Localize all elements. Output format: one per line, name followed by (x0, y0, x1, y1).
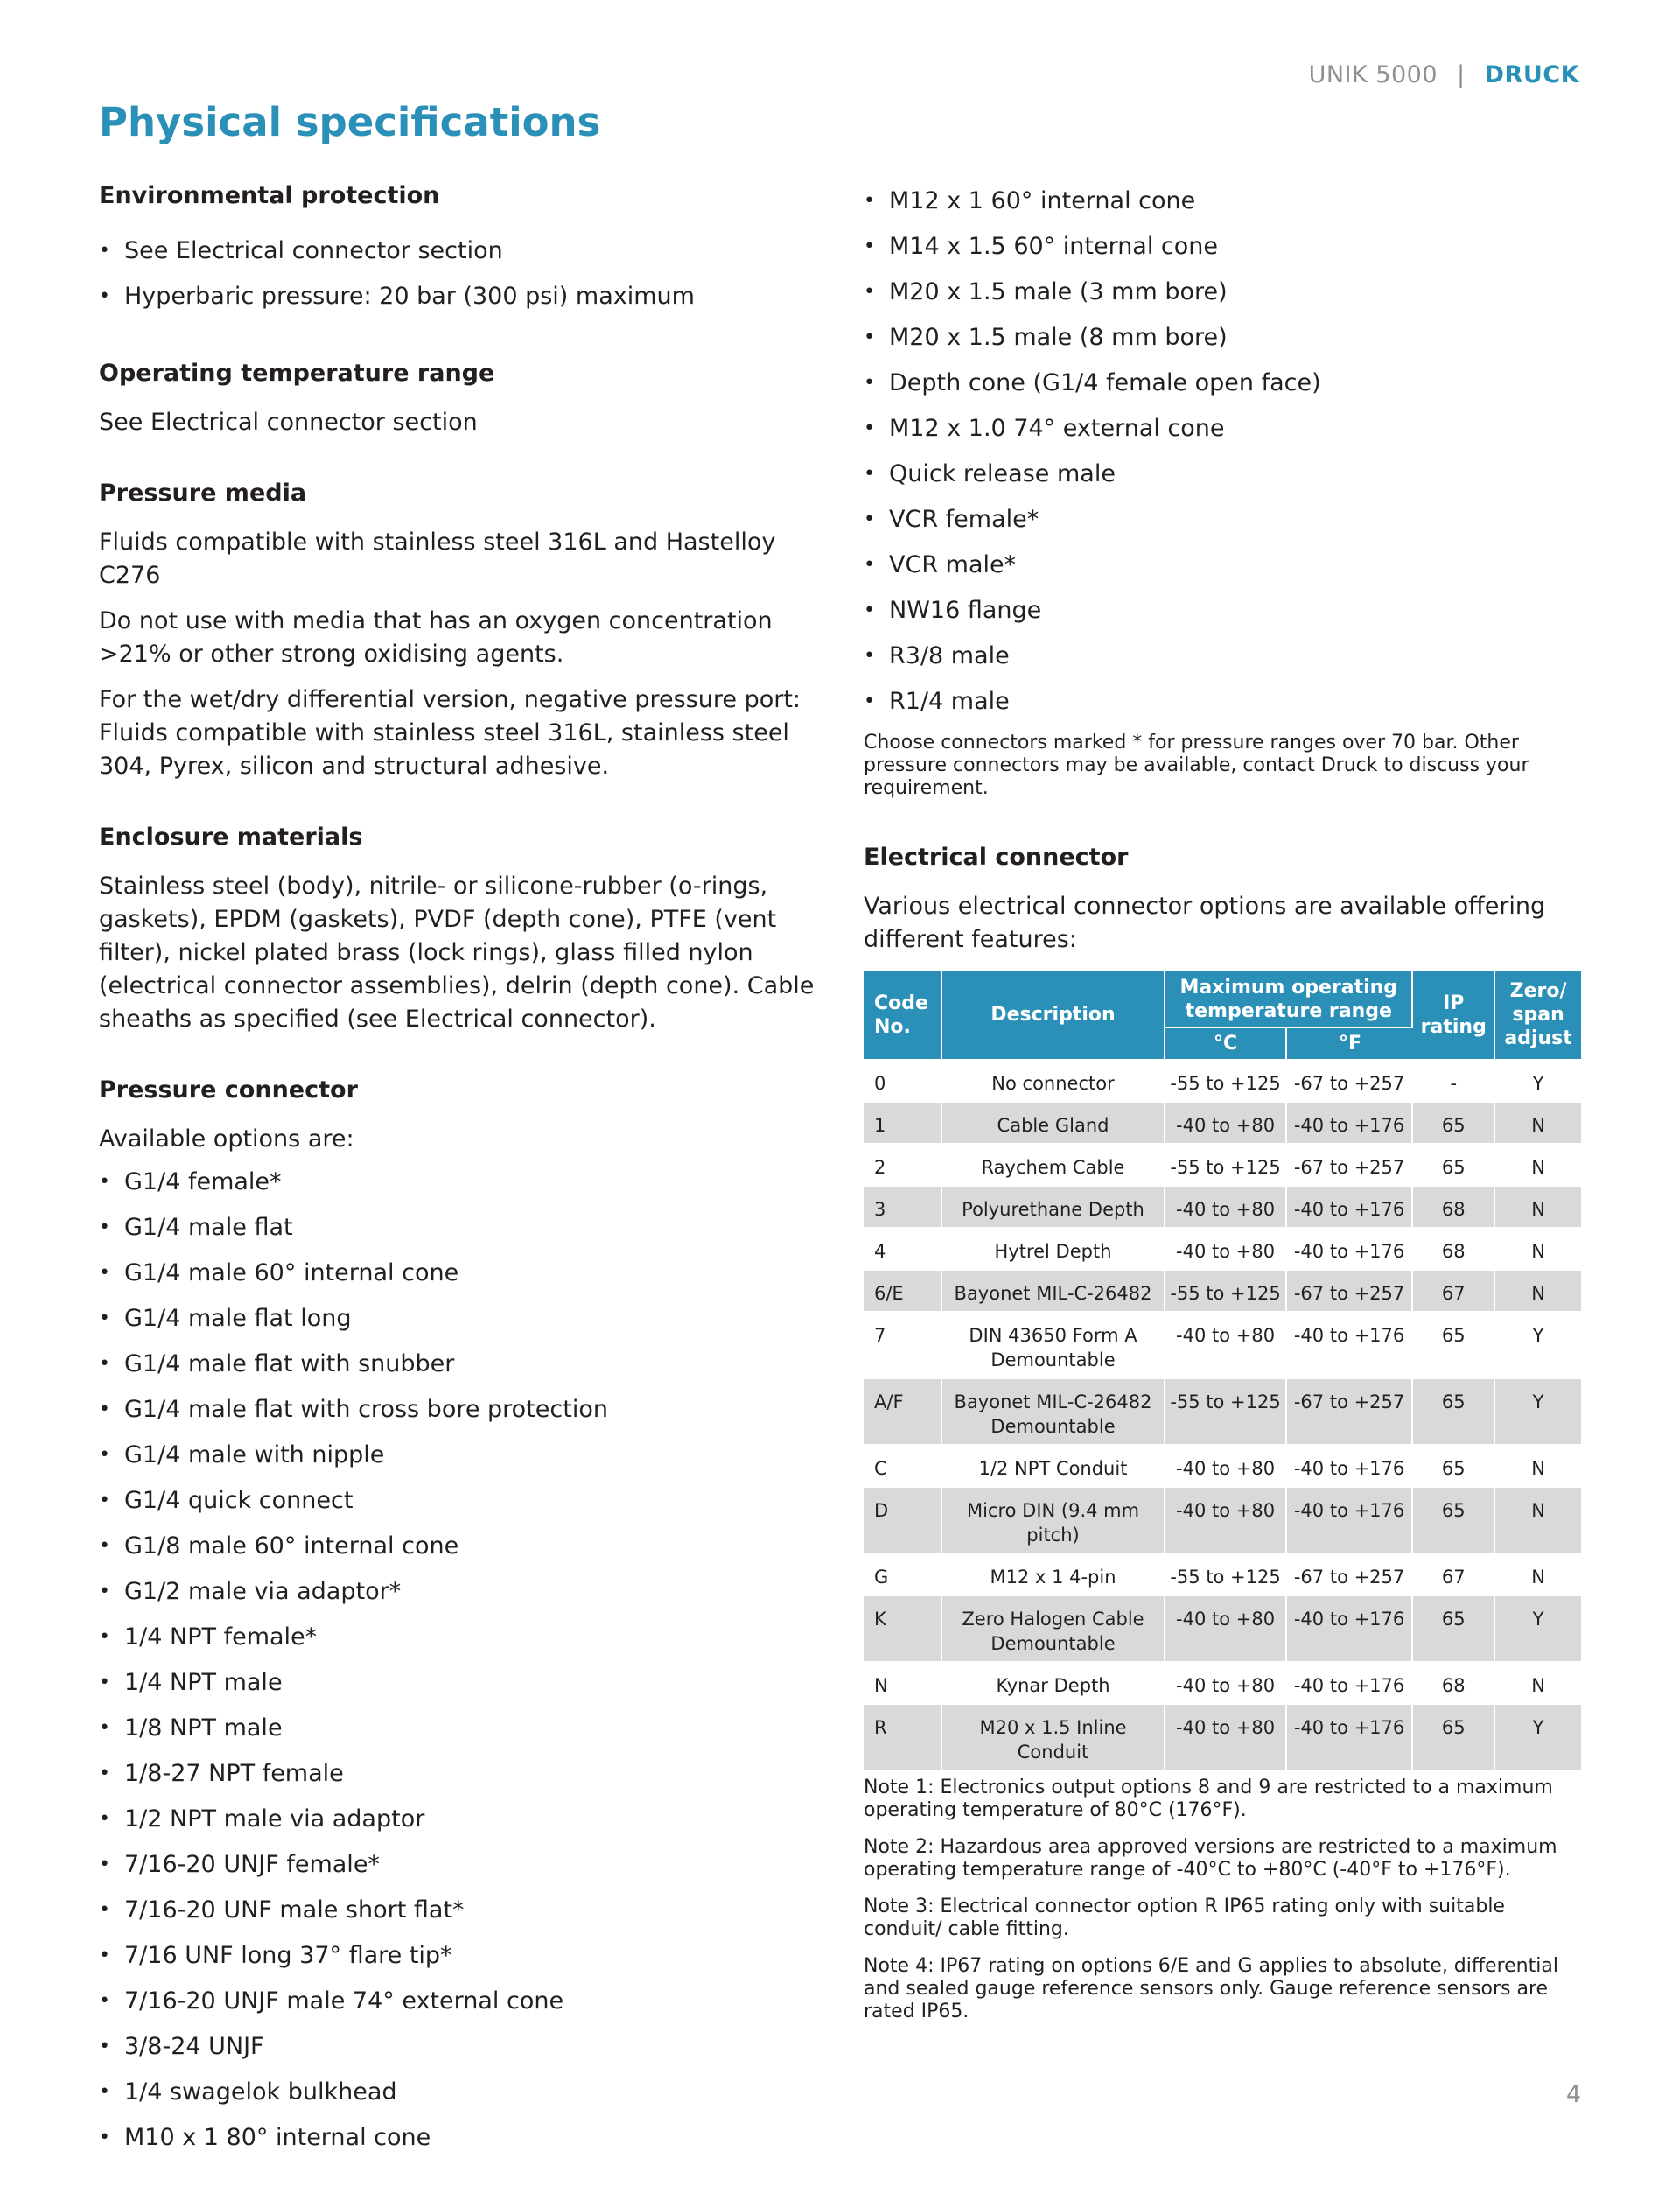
cell-celsius: -40 to +80 (1166, 1229, 1287, 1271)
note: Note 4: IP67 rating on options 6/E and G applies to absolute, differential and sealed gauge reference sensors only. Gauge reference sensors are rated IP65. (864, 1955, 1558, 2022)
cell-code: K (864, 1596, 942, 1663)
cell-fahrenheit: -67 to +257 (1287, 1271, 1413, 1313)
cell-ip-rating: 65 (1413, 1596, 1495, 1663)
table-row (864, 1145, 1581, 1187)
list-item: • 7/16-20 UNJF female* (99, 1842, 825, 1888)
paragraph: Fluids compatible with stainless steel 316L and Hastelloy C276 (99, 529, 776, 589)
section-intro: Available options are: (99, 1125, 354, 1153)
table-row (864, 1446, 1581, 1488)
cell-celsius: -40 to +80 (1166, 1663, 1287, 1705)
connector-note: Choose connectors marked * for pressure ranges over 70 bar. Other pressure connectors may be available, contact Druck to discuss your requirement. (864, 732, 1530, 799)
section-title: Enclosure materials (99, 824, 363, 851)
pressure-connector-section (99, 1076, 825, 2161)
list-item: • R3/8 male (864, 634, 1581, 679)
table-row (864, 1554, 1581, 1596)
section-title: Operating temperature range (99, 360, 495, 387)
cell-code: N (864, 1663, 942, 1705)
cell-fahrenheit: -67 to +257 (1287, 1554, 1413, 1596)
electrical-connector-table (864, 971, 1581, 1771)
list-item: • 1/4 NPT female* (99, 1615, 825, 1660)
list-item: • 1/8-27 NPT female (99, 1751, 825, 1797)
cell-fahrenheit: -40 to +176 (1287, 1596, 1413, 1663)
cell-celsius: -55 to +125 (1166, 1271, 1287, 1313)
cell-celsius: -55 to +125 (1166, 1061, 1287, 1103)
header-ip-rating: IP rating (1413, 971, 1495, 1061)
cell-code: 0 (864, 1061, 942, 1103)
cell-zero-span: N (1495, 1229, 1581, 1271)
list-item: • G1/4 quick connect (99, 1478, 825, 1524)
pressure-media-section (99, 480, 825, 783)
right-column (864, 179, 1581, 2037)
pressure-connector-list-continued (864, 179, 1581, 725)
list-item: • G1/2 male via adaptor* (99, 1569, 825, 1615)
section-intro: Various electrical connector options are available offering different features: (864, 893, 1546, 953)
brand-name: DRUCK (1484, 61, 1579, 88)
list-item: • G1/4 male flat (99, 1205, 825, 1251)
list-item: • G1/4 male flat long (99, 1296, 825, 1342)
list-item: • G1/4 male flat with snubber (99, 1342, 825, 1387)
cell-celsius: -40 to +80 (1166, 1313, 1287, 1379)
cell-zero-span: Y (1495, 1379, 1581, 1446)
cell-description: 1/2 NPT Conduit (942, 1446, 1166, 1488)
header-celsius: °C (1166, 1028, 1287, 1061)
table-row (864, 1103, 1581, 1145)
cell-fahrenheit: -40 to +176 (1287, 1705, 1413, 1771)
cell-ip-rating: 67 (1413, 1271, 1495, 1313)
cell-ip-rating: 65 (1413, 1705, 1495, 1771)
header-fahrenheit: °F (1287, 1028, 1413, 1061)
note: Note 1: Electronics output options 8 and 9 are restricted to a maximum operating temperature of 80°C (176°F). (864, 1777, 1553, 1821)
header-zero-span: Zero/ span adjust (1495, 971, 1581, 1061)
table-row (864, 1663, 1581, 1705)
list-item: • Hyperbaric pressure: 20 bar (300 psi) maximum (99, 274, 825, 319)
cell-description: Raychem Cable (942, 1145, 1166, 1187)
cell-fahrenheit: -40 to +176 (1287, 1446, 1413, 1488)
cell-description: Bayonet MIL-C-26482 Demountable (942, 1379, 1166, 1446)
table-notes (864, 1777, 1581, 2023)
list-item: • M20 x 1.5 male (8 mm bore) (864, 315, 1581, 361)
cell-zero-span: N (1495, 1488, 1581, 1554)
cell-zero-span: N (1495, 1446, 1581, 1488)
cell-fahrenheit: -67 to +257 (1287, 1379, 1413, 1446)
cell-code: R (864, 1705, 942, 1771)
cell-description: Micro DIN (9.4 mm pitch) (942, 1488, 1166, 1554)
section-text: Stainless steel (body), nitrile- or silicone-rubber (o-rings, gaskets), EPDM (gaskets), PVDF (depth cone), PTFE (vent filter), nickel plated brass (lock rings), glass filled nylon (electrical connector assemblies), delrin (depth cone). Cable sheaths as specified (see Electrical connector). (99, 873, 815, 1033)
cell-description: M12 x 1 4-pin (942, 1554, 1166, 1596)
list-item: • See Electrical connector section (99, 228, 825, 274)
cell-code: 2 (864, 1145, 942, 1187)
cell-celsius: -40 to +80 (1166, 1705, 1287, 1771)
cell-zero-span: Y (1495, 1313, 1581, 1379)
cell-ip-rating: 65 (1413, 1103, 1495, 1145)
list-item: • 7/16 UNF long 37° flare tip* (99, 1933, 825, 1979)
list-item: • G1/4 female* (99, 1160, 825, 1205)
cell-ip-rating: 65 (1413, 1379, 1495, 1446)
section-title: Electrical connector (864, 844, 1129, 871)
list-item: • M12 x 1.0 74° external cone (864, 406, 1581, 452)
cell-zero-span: N (1495, 1271, 1581, 1313)
cell-code: 6/E (864, 1271, 942, 1313)
list-item: • R1/4 male (864, 679, 1581, 725)
list-item: • M12 x 1 60° internal cone (864, 179, 1581, 224)
cell-code: C (864, 1446, 942, 1488)
cell-celsius: -55 to +125 (1166, 1145, 1287, 1187)
list-item: • M20 x 1.5 male (3 mm bore) (864, 270, 1581, 315)
operating-temp-section (99, 360, 825, 439)
section-title: Pressure connector (99, 1076, 358, 1104)
cell-code: D (864, 1488, 942, 1554)
header-max-temp: Maximum operating temperature range (1166, 971, 1413, 1028)
cell-ip-rating: 65 (1413, 1488, 1495, 1554)
pressure-connector-list (99, 1160, 825, 2161)
cell-fahrenheit: -40 to +176 (1287, 1663, 1413, 1705)
cell-code: 7 (864, 1313, 942, 1379)
cell-description: No connector (942, 1061, 1166, 1103)
table-row (864, 1705, 1581, 1771)
environmental-section (99, 182, 825, 319)
cell-fahrenheit: -67 to +257 (1287, 1061, 1413, 1103)
page-number: 4 (1565, 2081, 1581, 2108)
cell-description: M20 x 1.5 Inline Conduit (942, 1705, 1166, 1771)
cell-description: Polyurethane Depth (942, 1187, 1166, 1229)
cell-fahrenheit: -40 to +176 (1287, 1229, 1413, 1271)
cell-ip-rating: 68 (1413, 1187, 1495, 1229)
cell-celsius: -40 to +80 (1166, 1446, 1287, 1488)
list-item: • VCR male* (864, 543, 1581, 588)
list-item: • 1/4 NPT male (99, 1660, 825, 1706)
note: Note 2: Hazardous area approved versions are restricted to a maximum operating temperature range of -40°C to +80°C (-40°F to +176°F). (864, 1836, 1558, 1881)
cell-fahrenheit: -40 to +176 (1287, 1187, 1413, 1229)
cell-description: Hytrel Depth (942, 1229, 1166, 1271)
cell-ip-rating: 65 (1413, 1313, 1495, 1379)
enclosure-section (99, 824, 825, 1036)
list-item: • Depth cone (G1/4 female open face) (864, 361, 1581, 406)
cell-fahrenheit: -40 to +176 (1287, 1313, 1413, 1379)
cell-code: G (864, 1554, 942, 1596)
cell-description: DIN 43650 Form A Demountable (942, 1313, 1166, 1379)
section-text: See Electrical connector section (99, 409, 478, 436)
cell-zero-span: N (1495, 1663, 1581, 1705)
header-separator: | (1457, 61, 1466, 88)
cell-fahrenheit: -67 to +257 (1287, 1145, 1413, 1187)
cell-celsius: -40 to +80 (1166, 1103, 1287, 1145)
cell-fahrenheit: -40 to +176 (1287, 1103, 1413, 1145)
cell-celsius: -40 to +80 (1166, 1596, 1287, 1663)
cell-celsius: -40 to +80 (1166, 1488, 1287, 1554)
table-row (864, 1061, 1581, 1103)
list-item: • 1/2 NPT male via adaptor (99, 1797, 825, 1842)
cell-description: Cable Gland (942, 1103, 1166, 1145)
cell-celsius: -55 to +125 (1166, 1554, 1287, 1596)
list-item: • M10 x 1 80° internal cone (99, 2115, 825, 2161)
list-item: • 1/4 swagelok bulkhead (99, 2070, 825, 2115)
header-description: Description (942, 971, 1166, 1061)
table-row (864, 1187, 1581, 1229)
list-item: • 3/8-24 UNJF (99, 2024, 825, 2070)
environmental-list (99, 228, 825, 319)
list-item: • G1/4 male with nipple (99, 1433, 825, 1478)
table-row (864, 1488, 1581, 1554)
cell-ip-rating: 67 (1413, 1554, 1495, 1596)
cell-zero-span: N (1495, 1145, 1581, 1187)
cell-zero-span: N (1495, 1554, 1581, 1596)
list-item: • G1/4 male 60° internal cone (99, 1251, 825, 1296)
page-title: Physical specifications (99, 99, 601, 145)
cell-celsius: -55 to +125 (1166, 1379, 1287, 1446)
cell-description: Kynar Depth (942, 1663, 1166, 1705)
section-title: Environmental protection (99, 182, 440, 209)
cell-zero-span: Y (1495, 1596, 1581, 1663)
cell-code: 4 (864, 1229, 942, 1271)
product-name: UNIK 5000 (1308, 61, 1438, 88)
table-row (864, 1229, 1581, 1271)
table-body (864, 1061, 1581, 1771)
table-row (864, 1379, 1581, 1446)
cell-description: Zero Halogen Cable Demountable (942, 1596, 1166, 1663)
cell-fahrenheit: -40 to +176 (1287, 1488, 1413, 1554)
list-item: • NW16 flange (864, 588, 1581, 634)
cell-zero-span: Y (1495, 1061, 1581, 1103)
list-item: • M14 x 1.5 60° internal cone (864, 224, 1581, 270)
list-item: • 1/8 NPT male (99, 1706, 825, 1751)
cell-ip-rating: 68 (1413, 1229, 1495, 1271)
cell-zero-span: N (1495, 1103, 1581, 1145)
section-title: Pressure media (99, 480, 307, 507)
cell-description: Bayonet MIL-C-26482 (942, 1271, 1166, 1313)
left-column (99, 182, 825, 2201)
list-item: • VCR female* (864, 497, 1581, 543)
cell-ip-rating: - (1413, 1061, 1495, 1103)
cell-code: 1 (864, 1103, 942, 1145)
paragraph: For the wet/dry differential version, negative pressure port: Fluids compatible with stainless steel 316L, stainless steel 304, Pyrex, silicon and structural adhesive. (99, 686, 802, 780)
table-row (864, 1313, 1581, 1379)
list-item: • G1/4 male flat with cross bore protection (99, 1387, 825, 1433)
electrical-section (864, 844, 1581, 2023)
note: Note 3: Electrical connector option R IP65 rating only with suitable conduit/ cable fitting. (864, 1896, 1505, 1940)
list-item: • G1/8 male 60° internal cone (99, 1524, 825, 1569)
paragraph: Do not use with media that has an oxygen concentration >21% or other strong oxidising agents. (99, 607, 773, 668)
list-item: • Quick release male (864, 452, 1581, 497)
page-header (1309, 61, 1579, 88)
header-code: Code No. (864, 971, 942, 1061)
cell-code: 3 (864, 1187, 942, 1229)
cell-ip-rating: 65 (1413, 1446, 1495, 1488)
cell-ip-rating: 65 (1413, 1145, 1495, 1187)
table-row (864, 1271, 1581, 1313)
cell-ip-rating: 68 (1413, 1663, 1495, 1705)
cell-zero-span: Y (1495, 1705, 1581, 1771)
table-row (864, 1596, 1581, 1663)
list-item: • 7/16-20 UNJF male 74° external cone (99, 1979, 825, 2024)
cell-zero-span: N (1495, 1187, 1581, 1229)
cell-code: A/F (864, 1379, 942, 1446)
cell-celsius: -40 to +80 (1166, 1187, 1287, 1229)
list-item: • 7/16-20 UNF male short flat* (99, 1888, 825, 1933)
